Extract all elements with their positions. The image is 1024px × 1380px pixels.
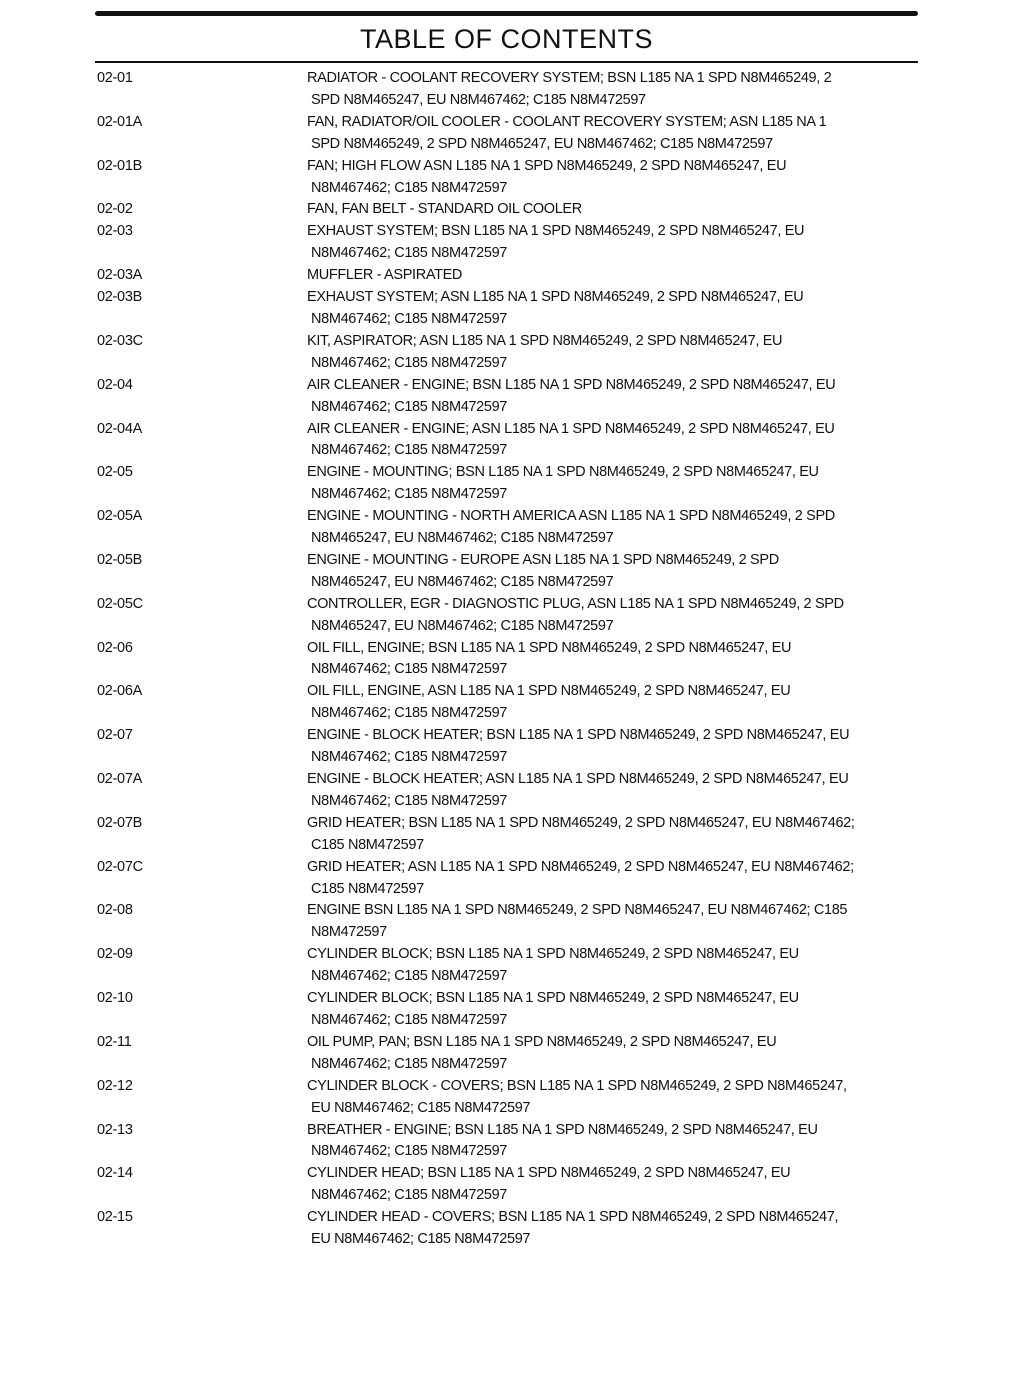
toc-entry-description — [307, 681, 887, 725]
toc-entry-code: 02-07A — [97, 771, 142, 787]
toc-entry-description-line: ENGINE - MOUNTING - NORTH AMERICA ASN L185 NA 1 SPD N8M465249, 2 SPD — [307, 508, 835, 525]
toc-entry[interactable] — [97, 265, 897, 287]
toc-entry-description-line: EU N8M467462; C185 N8M472597 — [311, 1231, 531, 1248]
toc-entry-description-line: N8M467462; C185 N8M472597 — [311, 705, 507, 722]
toc-entry-description-line: ENGINE - BLOCK HEATER; BSN L185 NA 1 SPD N8M465249, 2 SPD N8M465247, EU — [307, 727, 850, 744]
toc-entry[interactable] — [97, 1207, 897, 1251]
toc-entry-description-line: N8M472597 — [311, 924, 387, 941]
toc-entry-description-line: GRID HEATER; BSN L185 NA 1 SPD N8M465249, 2 SPD N8M465247, EU N8M467462; — [307, 814, 855, 831]
toc-entry-description-line: EU N8M467462; C185 N8M472597 — [311, 1099, 531, 1116]
toc-entry-description-line: N8M467462; C185 N8M472597 — [311, 1011, 507, 1028]
toc-entry-code: 02-07B — [97, 814, 142, 831]
toc-entry[interactable] — [97, 419, 897, 463]
toc-entry-code: 02-08 — [97, 902, 133, 919]
toc-entry-code: 02-12 — [97, 1077, 133, 1094]
toc-entry-description-line: AIR CLEANER - ENGINE; ASN L185 NA 1 SPD N8M465249, 2 SPD N8M465247, EU — [307, 420, 835, 437]
toc-entry-description — [307, 287, 887, 331]
page-title: TABLE OF CONTENTS — [359, 24, 654, 54]
toc-entry-description-line: N8M467462; C185 N8M472597 — [311, 442, 507, 459]
toc-entry-description-line: N8M467462; C185 N8M472597 — [311, 1187, 507, 1204]
toc-entry-description-line: N8M467462; C185 N8M472597 — [311, 179, 507, 196]
toc-entry[interactable] — [97, 769, 897, 813]
toc-entry-description-line: N8M467462; C185 N8M472597 — [311, 1143, 507, 1160]
toc-entry-description — [307, 594, 887, 638]
toc-entry-code: 02-01 — [97, 70, 133, 86]
toc-entry-description — [307, 857, 887, 901]
toc-entry-code: 02-01B — [97, 157, 142, 174]
toc-entry-description-line: BREATHER - ENGINE; BSN L185 NA 1 SPD N8M465249, 2 SPD N8M465247, EU — [307, 1121, 818, 1138]
toc-entry-code: 02-04A — [97, 420, 142, 437]
toc-entry-description-line: N8M465247, EU N8M467462; C185 N8M472597 — [311, 617, 614, 634]
toc-entry-description-line: CYLINDER HEAD; BSN L185 NA 1 SPD N8M465249, 2 SPD N8M465247, EU — [307, 1165, 791, 1182]
toc-entry-description — [307, 944, 887, 988]
toc-entry-code: 02-15 — [97, 1209, 133, 1226]
toc-entry-description — [307, 638, 887, 682]
toc-entry-description-line: N8M467462; C185 N8M472597 — [311, 354, 507, 371]
toc-entry[interactable] — [97, 725, 897, 769]
toc-entry-description-line: N8M465247, EU N8M467462; C185 N8M472597 — [311, 530, 614, 547]
toc-entry[interactable] — [97, 331, 897, 375]
toc-entry-code: 02-04 — [97, 376, 133, 393]
toc-entry-description-line: FAN, RADIATOR/OIL COOLER - COOLANT RECOVERY SYSTEM; ASN L185 NA 1 — [307, 113, 827, 130]
toc-entry-code: 02-14 — [97, 1165, 133, 1182]
toc-entry[interactable] — [97, 199, 897, 221]
toc-entry-code: 02-06 — [97, 639, 133, 656]
toc-entry-description-line: CYLINDER BLOCK; BSN L185 NA 1 SPD N8M465249, 2 SPD N8M465247, EU — [307, 990, 799, 1007]
toc-entry[interactable] — [97, 68, 897, 112]
toc-entry-description — [307, 1163, 887, 1207]
toc-entry-code: 02-13 — [97, 1121, 133, 1138]
toc-entry-description — [307, 900, 887, 944]
toc-entry-description-line: GRID HEATER; ASN L185 NA 1 SPD N8M465249, 2 SPD N8M465247, EU N8M467462; — [307, 858, 854, 875]
toc-entry-description-line: RADIATOR - COOLANT RECOVERY SYSTEM; BSN L185 NA 1 SPD N8M465249, 2 — [307, 70, 832, 86]
toc-entry[interactable] — [97, 221, 897, 265]
toc-entry-description-line: N8M467462; C185 N8M472597 — [311, 749, 507, 766]
toc-entry-code: 02-09 — [97, 946, 133, 963]
toc-entry-code: 02-03 — [97, 223, 133, 240]
toc-entry-description — [307, 221, 887, 265]
toc-entry[interactable] — [97, 594, 897, 638]
top-rule — [95, 11, 918, 16]
toc-entry-description-line: AIR CLEANER - ENGINE; BSN L185 NA 1 SPD N8M465249, 2 SPD N8M465247, EU — [307, 376, 836, 393]
toc-entry-code: 02-05B — [97, 551, 142, 568]
toc-entry-description — [307, 199, 887, 221]
toc-entry-description — [307, 419, 887, 463]
toc-entry-description — [307, 375, 887, 419]
toc-entry[interactable] — [97, 550, 897, 594]
toc-entry-code: 02-07 — [97, 727, 133, 744]
toc-entry-code: 02-10 — [97, 990, 133, 1007]
toc-entry-description-line: OIL PUMP, PAN; BSN L185 NA 1 SPD N8M465249, 2 SPD N8M465247, EU — [307, 1033, 777, 1050]
toc-entry-description — [307, 68, 887, 112]
toc-entry-code: 02-07C — [97, 858, 143, 875]
toc-entry-description-line: KIT, ASPIRATOR; ASN L185 NA 1 SPD N8M465249, 2 SPD N8M465247, EU — [307, 332, 783, 349]
toc-entry[interactable] — [97, 156, 897, 200]
toc-entry-description-line: N8M467462; C185 N8M472597 — [311, 486, 507, 503]
toc-entry-description-line: N8M467462; C185 N8M472597 — [311, 398, 507, 415]
toc-entry[interactable] — [97, 375, 897, 419]
toc-entry[interactable] — [97, 1032, 897, 1076]
toc-entry-code: 02-03B — [97, 289, 142, 306]
toc-entry-description — [307, 1207, 887, 1251]
toc-entry-description-line: N8M467462; C185 N8M472597 — [311, 792, 507, 809]
toc-entry-description-line: SPD N8M465249, 2 SPD N8M465247, EU N8M467462; C185 N8M472597 — [311, 135, 773, 152]
toc-entry-code: 02-11 — [97, 1033, 132, 1050]
toc-entry[interactable] — [97, 112, 897, 156]
toc-entry-description-line: FAN; HIGH FLOW ASN L185 NA 1 SPD N8M465249, 2 SPD N8M465247, EU — [307, 157, 787, 174]
toc-entry-description-line: OIL FILL, ENGINE; BSN L185 NA 1 SPD N8M465249, 2 SPD N8M465247, EU — [307, 639, 792, 656]
toc-entry[interactable] — [97, 681, 897, 725]
toc-entry-description-line: ENGINE BSN L185 NA 1 SPD N8M465249, 2 SPD N8M465247, EU N8M467462; C185 — [307, 902, 848, 919]
toc-entry-description-line: N8M467462; C185 N8M472597 — [311, 1055, 507, 1072]
toc-entry[interactable] — [97, 1076, 897, 1120]
toc-entry-description-line: MUFFLER - ASPIRATED — [307, 267, 463, 284]
toc-entry-description — [307, 550, 887, 594]
toc-entry-description-line: FAN, FAN BELT - STANDARD OIL COOLER — [307, 201, 582, 218]
toc-entry-code: 02-03C — [97, 332, 143, 349]
toc-entry[interactable] — [97, 506, 897, 550]
toc-entry-description-line: N8M467462; C185 N8M472597 — [311, 245, 507, 262]
toc-entry-description — [307, 813, 887, 857]
toc-entry-description — [307, 462, 887, 506]
toc-entry[interactable] — [97, 1163, 897, 1207]
toc-entry-description-line: N8M467462; C185 N8M472597 — [311, 968, 507, 985]
toc-entry-description-line: C185 N8M472597 — [311, 836, 424, 853]
toc-entry-description — [307, 988, 887, 1032]
toc-list — [97, 68, 897, 1251]
toc-entry-description-line: N8M467462; C185 N8M472597 — [311, 661, 507, 678]
title-rule — [95, 61, 918, 63]
toc-entry[interactable] — [97, 813, 897, 857]
toc-entry-code: 02-03A — [97, 267, 142, 284]
toc-entry[interactable] — [97, 287, 897, 331]
toc-entry-description-line: C185 N8M472597 — [311, 880, 424, 897]
toc-entry[interactable] — [97, 900, 897, 944]
toc-entry-description — [307, 331, 887, 375]
toc-entry[interactable] — [97, 857, 897, 901]
toc-entry-description — [307, 156, 887, 200]
toc-entry-description — [307, 769, 887, 813]
toc-entry-description-line: EXHAUST SYSTEM; ASN L185 NA 1 SPD N8M465249, 2 SPD N8M465247, EU — [307, 289, 804, 306]
toc-entry[interactable] — [97, 944, 897, 988]
toc-entry-code: 02-05C — [97, 595, 143, 612]
toc-entry[interactable] — [97, 638, 897, 682]
toc-entry-description-line: ENGINE - MOUNTING; BSN L185 NA 1 SPD N8M465249, 2 SPD N8M465247, EU — [307, 464, 819, 481]
toc-entry-description — [307, 1076, 887, 1120]
toc-entry-description — [307, 265, 887, 287]
toc-entry-code: 02-05 — [97, 464, 133, 481]
toc-entry-description — [307, 112, 887, 156]
toc-entry[interactable] — [97, 462, 897, 506]
toc-entry-description-line: CYLINDER BLOCK - COVERS; BSN L185 NA 1 SPD N8M465249, 2 SPD N8M465247, — [307, 1077, 847, 1094]
toc-entry-description — [307, 725, 887, 769]
toc-entry-description-line: CONTROLLER, EGR - DIAGNOSTIC PLUG, ASN L185 NA 1 SPD N8M465249, 2 SPD — [307, 595, 844, 612]
toc-entry-description-line: OIL FILL, ENGINE, ASN L185 NA 1 SPD N8M465249, 2 SPD N8M465247, EU — [307, 683, 791, 700]
toc-entry-description-line: EXHAUST SYSTEM; BSN L185 NA 1 SPD N8M465249, 2 SPD N8M465247, EU — [307, 223, 805, 240]
toc-entry-code: 02-02 — [97, 201, 133, 218]
toc-entry-description-line: CYLINDER BLOCK; BSN L185 NA 1 SPD N8M465249, 2 SPD N8M465247, EU — [307, 946, 799, 963]
toc-entry-description-line: ENGINE - BLOCK HEATER; ASN L185 NA 1 SPD N8M465249, 2 SPD N8M465247, EU — [307, 771, 849, 787]
toc-entry-description-line: CYLINDER HEAD - COVERS; BSN L185 NA 1 SPD N8M465249, 2 SPD N8M465247, — [307, 1209, 839, 1226]
toc-entry-code: 02-06A — [97, 683, 142, 700]
toc-entry-code: 02-01A — [97, 113, 142, 130]
toc-entry-description-line: N8M465247, EU N8M467462; C185 N8M472597 — [311, 573, 614, 590]
toc-entry[interactable] — [97, 1120, 897, 1164]
toc-entry-description-line: N8M467462; C185 N8M472597 — [311, 310, 507, 327]
toc-entry-description — [307, 1120, 887, 1164]
toc-entry-description — [307, 1032, 887, 1076]
toc-entry-description-line: SPD N8M465247, EU N8M467462; C185 N8M472597 — [311, 91, 646, 108]
toc-entry-description-line: ENGINE - MOUNTING - EUROPE ASN L185 NA 1 SPD N8M465249, 2 SPD — [307, 551, 779, 568]
toc-entry-code: 02-05A — [97, 508, 142, 525]
toc-entry-description — [307, 506, 887, 550]
toc-entry[interactable] — [97, 988, 897, 1032]
